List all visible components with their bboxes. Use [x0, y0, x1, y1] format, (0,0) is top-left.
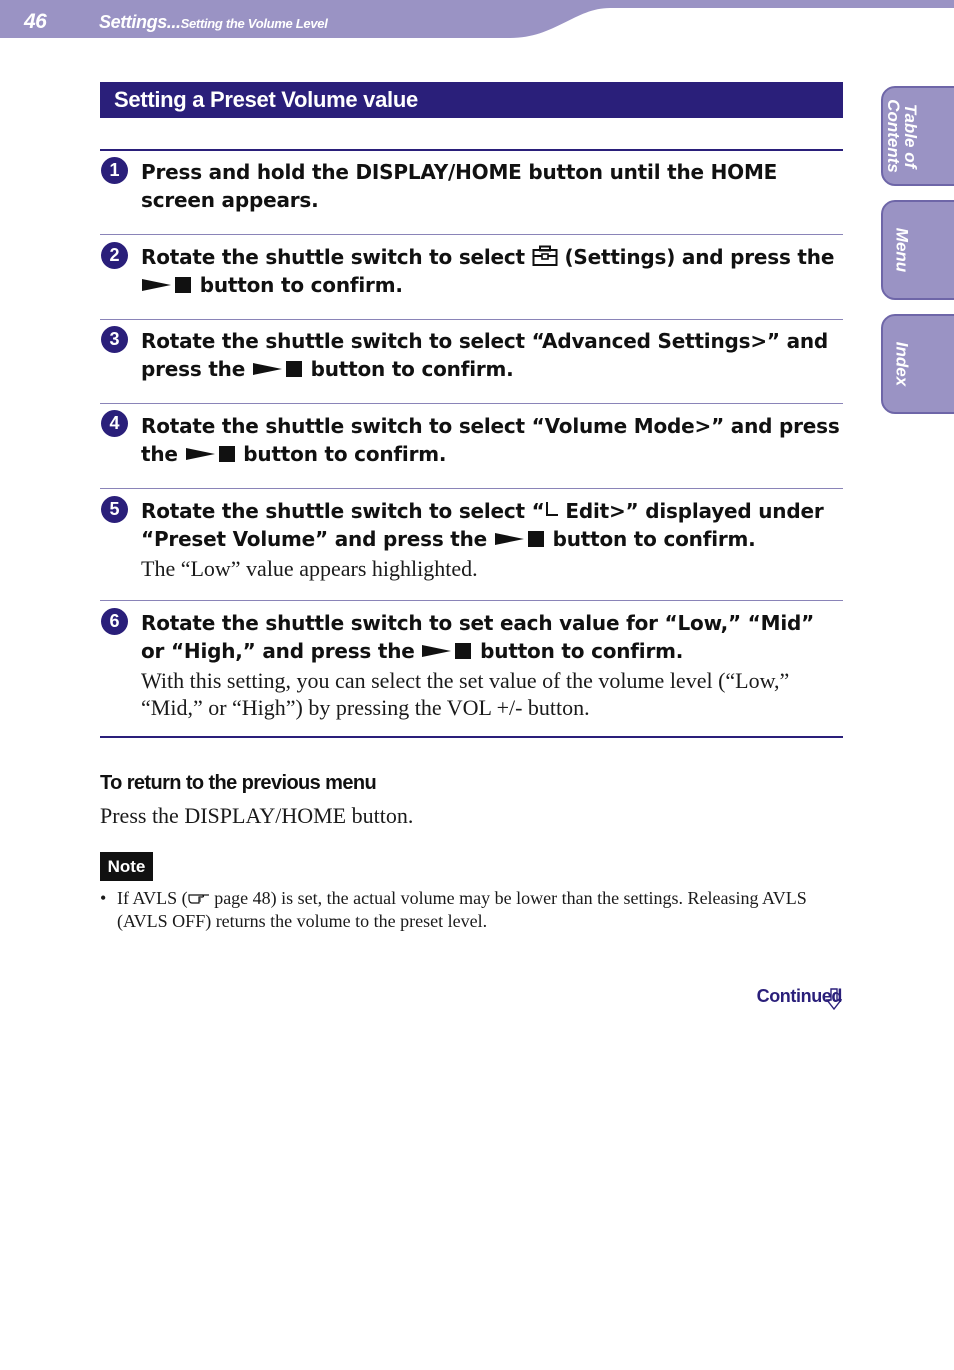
section-title-bar: [100, 82, 843, 118]
step-text-part: button to confirm.: [473, 639, 684, 663]
down-arrow-icon[interactable]: [826, 988, 842, 1010]
step-number: 3: [101, 326, 128, 353]
step-number: 1: [101, 157, 128, 184]
step-text-part: (Settings) and press the: [557, 245, 835, 269]
step-text-part: Rotate the shuttle switch to select “Volume Mode>” and press the: [141, 414, 840, 466]
note-text-part: If AVLS (: [117, 888, 188, 908]
step-instruction: [141, 609, 841, 665]
step-instruction: [141, 327, 841, 383]
step-text-part: button to confirm.: [236, 442, 447, 466]
step-instruction: [141, 158, 841, 214]
step-instruction: [141, 497, 841, 553]
step-text-part: button to confirm.: [545, 527, 756, 551]
tab-label: Index: [892, 341, 912, 387]
play-stop-icon: [141, 276, 193, 294]
step-text-part: Press and hold the DISPLAY/HOME button until the HOME screen appears.: [141, 160, 778, 212]
step-text-part: Rotate the shuttle switch to select “: [141, 499, 545, 523]
step-text-part: button to confirm.: [193, 273, 403, 297]
pointing-hand-icon[interactable]: [188, 891, 210, 905]
note-bullet: •: [100, 888, 107, 908]
continued-link[interactable]: Continued: [756, 986, 842, 1006]
tab-menu[interactable]: [881, 200, 954, 300]
step-note: The “Low” value appears highlighted.: [141, 556, 478, 581]
step-text-part: button to confirm.: [303, 357, 514, 381]
breadcrumb[interactable]: [99, 12, 328, 33]
page-number: 46: [24, 10, 47, 33]
note-badge: Note: [100, 852, 153, 881]
note-text: [117, 887, 837, 933]
step-text-part: Rotate the shuttle switch to select “Advanced Settings>” and press the: [141, 329, 829, 381]
divider: [100, 736, 843, 738]
tab-label: Menu: [892, 227, 912, 273]
play-stop-icon: [494, 530, 546, 548]
tab-index[interactable]: [881, 314, 954, 414]
tab-label: Table of Contents: [884, 99, 920, 173]
play-stop-icon: [185, 445, 237, 463]
divider: [100, 149, 843, 151]
step-number: 5: [101, 496, 128, 523]
return-heading: To return to the previous menu: [100, 772, 377, 794]
step-number: 6: [101, 608, 128, 635]
divider: [100, 600, 843, 601]
step-number: 2: [101, 242, 128, 269]
settings-icon: [532, 245, 558, 267]
tab-table-of-contents[interactable]: [881, 86, 954, 186]
divider: [100, 488, 843, 489]
step-number: 4: [101, 410, 128, 437]
play-stop-icon: [252, 360, 304, 378]
corner-mark-icon: [545, 501, 559, 517]
return-body: Press the DISPLAY/HOME button.: [100, 803, 414, 828]
step-note: With this setting, you can select the set value of the volume level (“Low,” “Mid,” or “High”) by pressing the VOL +/- button.: [141, 668, 790, 720]
breadcrumb-subsection: Setting the Volume Level: [180, 16, 328, 31]
divider: [100, 234, 843, 235]
step-instruction: [141, 243, 841, 299]
step-instruction: [141, 412, 841, 468]
step-text-part: Rotate the shuttle switch to select: [141, 245, 532, 269]
breadcrumb-section: Settings...: [99, 12, 181, 32]
play-stop-icon: [421, 642, 473, 660]
section-title: Setting a Preset Volume value: [114, 87, 418, 112]
divider: [100, 403, 843, 404]
divider: [100, 319, 843, 320]
note-text-part: page 48) is set, the actual volume may be lower than the settings. Releasing AVLS (AVLS OFF) returns the volume to the preset level.: [117, 888, 807, 931]
step-text-part: Edit>” displayed under “Preset Volume” and press the: [141, 499, 824, 551]
step-text-part: Rotate the shuttle switch to set each value for “Low,” “Mid” or “High,” and press the: [141, 611, 815, 663]
